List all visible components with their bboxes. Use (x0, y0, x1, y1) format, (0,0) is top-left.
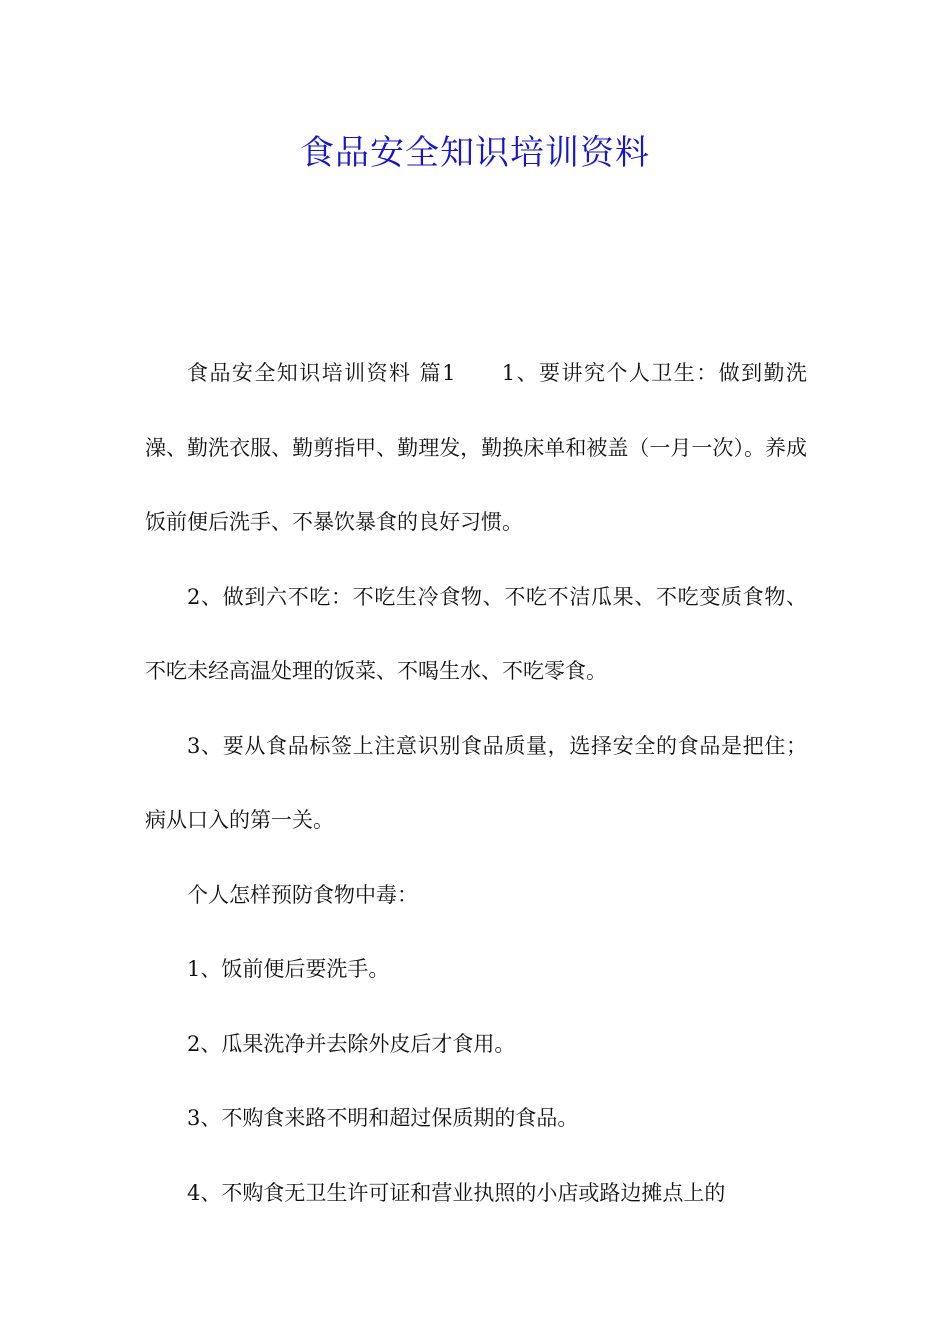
paragraph-intro-hygiene: 食品安全知识培训资料 篇1 1、要讲究个人卫生：做到勤洗澡、勤洗衣服、勤剪指甲、勤理发，勤换床单和被盖（一月一次）。养成饭前便后洗手、不暴饮暴食的良好习惯。 (145, 361, 807, 534)
paragraph-prevention-heading: 个人怎样预防食物中毒： (187, 882, 418, 907)
paragraph-food-labels: 3、要从食品标签上注意识别食品质量，选择安全的食品是把住；病从口入的第一关。 (145, 733, 807, 832)
document-title: 食品安全知识培训资料 (300, 133, 650, 173)
document-body (145, 336, 807, 1230)
paragraph-unknown-source: 3、不购食来路不明和超过保质期的食品。 (187, 1106, 579, 1130)
paragraph-unlicensed-vendors: 4、不购食无卫生许可证和营业执照的小店或路边摊点上的 (187, 1180, 726, 1205)
paragraph-wash-hands: 1、饭前便后要洗手。 (187, 957, 390, 981)
paragraph-wash-fruit: 2、瓜果洗净并去除外皮后才食用。 (187, 1031, 516, 1056)
paragraph-six-donts: 2、做到六不吃：不吃生冷食物、不吃不洁瓜果、不吃变质食物、不吃未经高温处理的饭菜、不喝生水、不吃零食。 (145, 584, 807, 683)
